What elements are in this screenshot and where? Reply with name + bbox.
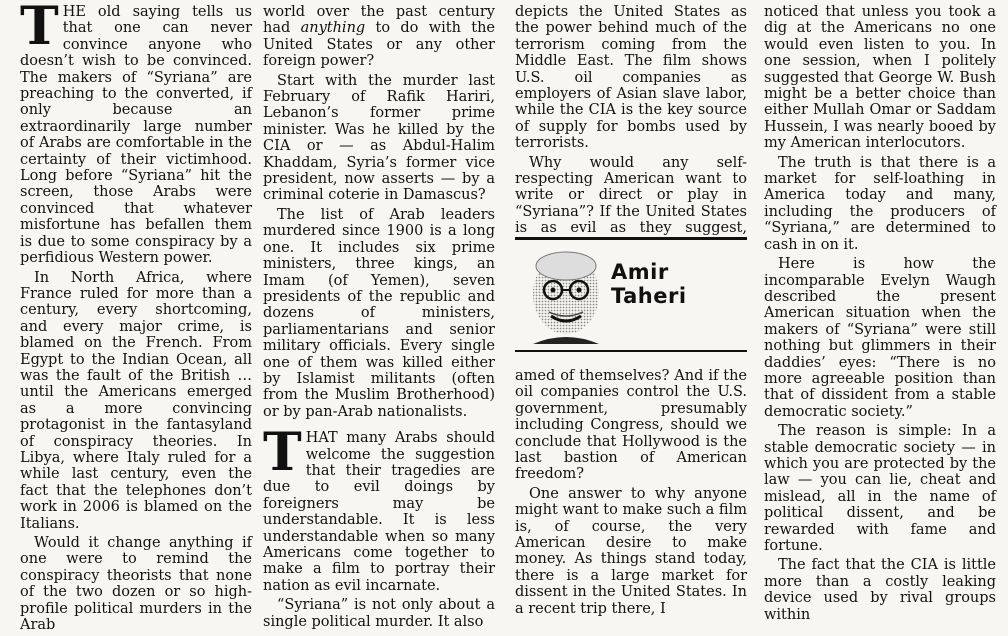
- paragraph-text: HE old saying tells us that one can never convince anyone who doesn’t wish to be convinced. The makers of “Syriana” are preaching to the converted, if only because an extraordinarily large number of Arabs are comfortable in the certainty of their victimhood. Long before “Syriana” hit the screen, those Arabs were convinced that whatever misfortune has befallen them is due to some conspiracy by a perfidious Western power.: [20, 4, 252, 267]
- paragraph: [263, 422, 495, 594]
- column-3-bottom: [515, 368, 747, 620]
- paragraph: Here is how the incomparable Evelyn Waugh described the present American situation when the makers of “Syriana” were still nothing but glimmers in their daddies’ eyes: “There is no more agreeable position than that of dissident from a stable democratic society.”: [764, 256, 996, 420]
- emphasis-text: anything: [300, 20, 366, 37]
- drop-cap: T: [263, 422, 302, 484]
- column-1: [20, 0, 252, 636]
- paragraph: The list of Arab leaders murdered since 1900 is a long one. It includes six prime ministers, three kings, an Imam (of Yemen), seven presidents of the republic and dozens of ministers, parliamentarians and senior military officials. Every single one of them was killed either by Islamist militants (often from the Muslim Brotherhood) or by pan-Arab nationalists.: [263, 206, 495, 420]
- author-last-name: Taheri: [611, 284, 687, 308]
- column-3-top: [515, 4, 747, 236]
- paragraph: Would it change anything if one were to remind the conspiracy theorists that none of the two dozen or so high-profile political murders in the Arab: [20, 535, 252, 634]
- paragraph: In North Africa, where France ruled for more than a century, every shortcoming, and every major crime, is blamed on the French. From Egypt to the Indian Ocean, all was the fault of the British … until the Americans emerged as a more convincing protagonist in the fantasyland of conspiracy theories. In Libya, where Italy ruled for a while last century, even the fact that the telephones don’t work in 2006 is blamed on the Italians.: [20, 269, 252, 532]
- paragraph: [20, 0, 252, 267]
- paragraph: One answer to why anyone might want to make such a film is, of course, the very American desire to make money. As things stand today, there is a large market for dissent in the United States. In a recent trip there, I: [515, 485, 747, 617]
- column-4: [764, 4, 996, 626]
- paragraph-text: world over the past century had: [263, 4, 495, 37]
- paragraph: depicts the United States as the power behind much of the terrorism coming from the Middle East. The film shows U.S. oil companies as employers of Asian slave labor, while the CIA is the key source of supply for bombs used by terrorists.: [515, 4, 747, 152]
- paragraph: Start with the murder last February of Rafik Hariri, Lebanon’s former prime minister. Was he killed by the CIA or — as Abdul-Halim Khaddam, Syria’s former vice president, now asserts — by a criminal coterie in Damascus?: [263, 72, 495, 204]
- author-portrait: [523, 246, 609, 344]
- paragraph: Why would any self-respecting American want to write or direct or play in “Syriana”? If the United States is as evil as they suggest,: [515, 154, 747, 237]
- paragraph: The reason is simple: In a stable democratic society — in which you are protected by the law — you can lie, cheat and mislead, all in the name of political dissent, and be rewarded with fame and fortune.: [764, 423, 996, 554]
- author-first-name: Amir: [611, 260, 669, 284]
- paragraph: noticed that unless you took a dig at the Americans no one would even listen to you. In one session, when I politely suggested that George W. Bush might be a better choice than either Mullah Omar or Saddam Hussein, I was nearly booed by my American interlocutors.: [764, 4, 996, 152]
- drop-cap: T: [20, 0, 59, 57]
- author-byline: [515, 237, 747, 352]
- paragraph: amed of themselves? And if the oil companies control the U.S. government, presumably including Congress, should we conclude that Hollywood is the last bastion of American freedom?: [515, 368, 747, 483]
- column-2: [263, 4, 495, 633]
- paragraph: The fact that the CIA is little more than a costly leaking device used by rival groups within: [764, 557, 996, 623]
- author-name: [611, 260, 687, 308]
- paragraph-text: HAT many Arabs should welcome the suggestion that their tragedies are due to evil doings by foreigners may be understandable. It is less understandable when so many Americans come together to make a film to portray their nation as evil incarnate.: [263, 430, 495, 594]
- paragraph: The truth is that there is a market for self-loathing in America today and many, including the producers of “Syriana,” are determined to cash in on it.: [764, 154, 996, 253]
- paragraph: “Syriana” is not only about a single political murder. It also: [263, 597, 495, 630]
- paragraph-text: to do with the United States or any other foreign power?: [263, 20, 496, 70]
- paragraph: [263, 4, 495, 70]
